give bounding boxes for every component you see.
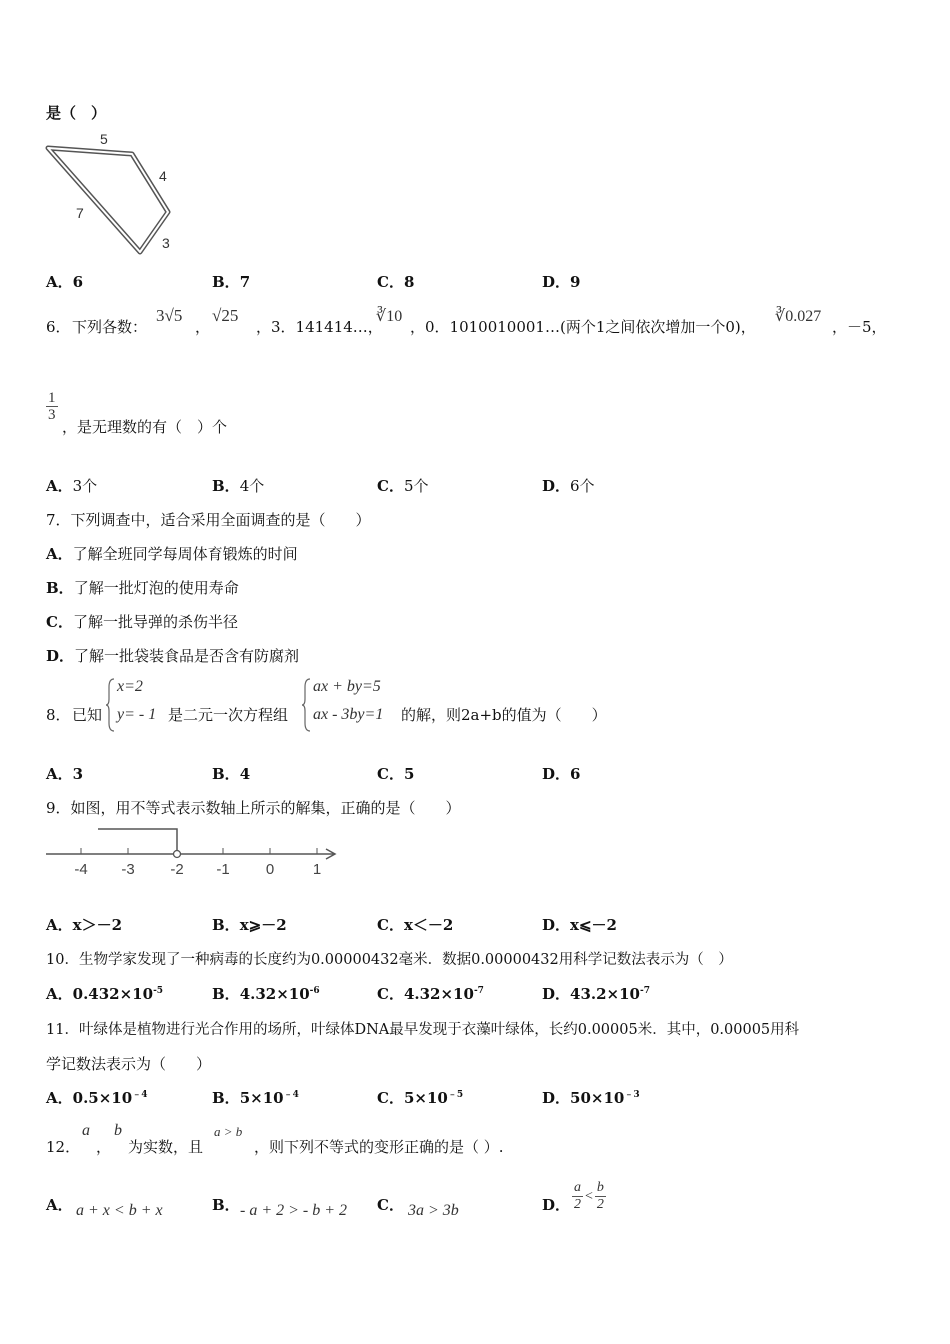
q6-tail: ，是无理数的有（ ）个 [62,418,228,436]
q12-option-a[interactable]: A． [46,1196,73,1214]
q9-option-a[interactable]: A．x＞－2 [46,916,123,934]
q5-side-right: 4 [159,168,167,184]
q11-question-line1: 11．叶绿体是植物进行光合作用的场所，叶绿体DNA最早发现于衣藻叶绿体，长约0.00005米．其中，0.00005用科 [46,1022,800,1038]
q12-option-a-expr: a + x < b + x [76,1202,163,1219]
q6-option-a[interactable]: A．3个 [46,477,98,495]
q12-var-b: b [114,1122,122,1139]
q5-option-b[interactable]: B．7 [212,273,251,291]
q9-tick-neg1: -1 [216,861,230,878]
q10-option-d[interactable]: D．$43.2\times 10^{-7}$ [542,985,650,1003]
q11-question-line2: 学记数法表示为（ ） [46,1055,212,1073]
q8-brace-2 [302,677,312,733]
q5-tail: 是（ ） [46,104,107,122]
q5-side-left: 7 [76,205,84,221]
q8-sys1-eq1: x=2 [117,678,143,695]
q6-text-3: ，－5， [832,318,887,336]
q7-question: 7．下列调查中，适合采用全面调查的是（ ） [46,511,371,529]
q7-option-a[interactable]: A．了解全班同学每周体育锻炼的时间 [46,545,298,563]
q12-option-b[interactable]: B． [212,1196,240,1214]
q5-side-top: 5 [100,131,108,147]
q9-option-d[interactable]: D．x⩽－2 [542,916,617,934]
q9-tick-neg2: -2 [170,861,184,878]
q7-option-b[interactable]: B．了解一批灯泡的使用寿命 [46,579,239,597]
q12-number: 12． [46,1138,81,1156]
q6-option-b[interactable]: B．4个 [212,477,265,495]
q12-option-b-expr: - a + 2 > - b + 2 [240,1202,348,1219]
q8-mid: 是二元一次方程组 [168,706,289,724]
q7-option-c[interactable]: C．了解一批导弹的杀伤半径 [46,613,238,631]
q8-sys1-eq2: y= - 1 [117,706,157,723]
q9-tick-neg4: -4 [74,861,88,878]
q6-expr-sqrt25: √25 [212,306,239,325]
q12-option-d[interactable]: D． [542,1196,571,1214]
q6-fraction: $\frac{1}{3}$ [48,390,56,423]
q8-option-c[interactable]: C．5 [377,765,415,783]
q5-quadrilateral-figure [44,130,184,258]
q9-tick-0: 0 [265,861,275,878]
q12-option-c[interactable]: C． [377,1196,404,1214]
q6-expr-cbrt0027: ∛0.027 [775,308,822,325]
q9-tick-neg3: -3 [121,861,135,878]
q7-option-d[interactable]: D．了解一批袋装食品是否含有防腐剂 [46,647,300,665]
q5-option-a[interactable]: A．6 [46,273,84,291]
q6-option-c[interactable]: C．5个 [377,477,429,495]
q12-mid: 为实数，且 [128,1138,204,1156]
q12-tail: ，则下列不等式的变形正确的是（ ）. [254,1138,504,1156]
q6-expr-3sqrt5: 3√5 [156,306,183,325]
q12-option-c-expr: 3a > 3b [408,1202,459,1219]
q9-question: 9．如图，用不等式表示数轴上所示的解集，正确的是（ ） [46,799,461,817]
q6-expr-cbrt10: ∛10 [376,308,403,325]
q9-option-c[interactable]: C．x＜－2 [377,916,454,934]
q9-tick-1: 1 [312,861,322,878]
q12-var-a: a [82,1122,90,1139]
q11-option-d[interactable]: D．$50\times 10^{﹣3}$ [542,1089,640,1107]
q6-option-d[interactable]: D．6个 [542,477,595,495]
q12-comma: ， [96,1138,112,1156]
q5-option-d[interactable]: D．9 [542,273,581,291]
q6-text-1: ，3．141414…， [256,318,383,336]
q12-option-d-expr: $\frac{a}{2}$ < $\frac{b}{2}$ [574,1180,604,1212]
q10-option-a[interactable]: A．$0.432\times 10^{-5}$ [46,985,164,1003]
q8-option-a[interactable]: A．3 [46,765,84,783]
q8-lead: 已知 [72,706,103,724]
q8-option-b[interactable]: B．4 [212,765,251,783]
q11-option-b[interactable]: B．$5\times 10^{﹣4}$ [212,1089,299,1107]
q6-text-2: ，0．1010010001…(两个1之间依次增加一个0)， [410,318,756,336]
q10-option-b[interactable]: B．$4.32\times 10^{-6}$ [212,985,320,1003]
q8-option-d[interactable]: D．6 [542,765,581,783]
q12-condition: a > b [214,1124,243,1139]
q6-lead: 下列各数： [72,318,148,336]
q10-option-c[interactable]: C．$4.32\times 10^{-7}$ [377,985,484,1003]
q5-option-c[interactable]: C．8 [377,273,415,291]
q9-number-line [44,824,344,882]
q9-option-b[interactable]: B．x⩾－2 [212,916,287,934]
q8-brace-1 [106,677,116,733]
q8-sys2-eq2: ax - 3by=1 [313,706,384,723]
q8-number: 8． [46,706,71,724]
q6-number: 6． [46,318,71,336]
q11-option-c[interactable]: C．$5\times 10^{﹣5}$ [377,1089,464,1107]
q5-side-bottom: 3 [162,235,170,251]
q8-sys2-eq1: ax + by=5 [313,678,381,695]
q10-question: 10．生物学家发现了一种病毒的长度约为0.00000432毫米．数据0.00000432用科学记数法表示为（ ） [46,952,733,968]
q11-option-a[interactable]: A．$0.5\times 10^{﹣4}$ [46,1089,148,1107]
q8-tail: 的解，则2a+b的值为（ ） [401,706,607,724]
